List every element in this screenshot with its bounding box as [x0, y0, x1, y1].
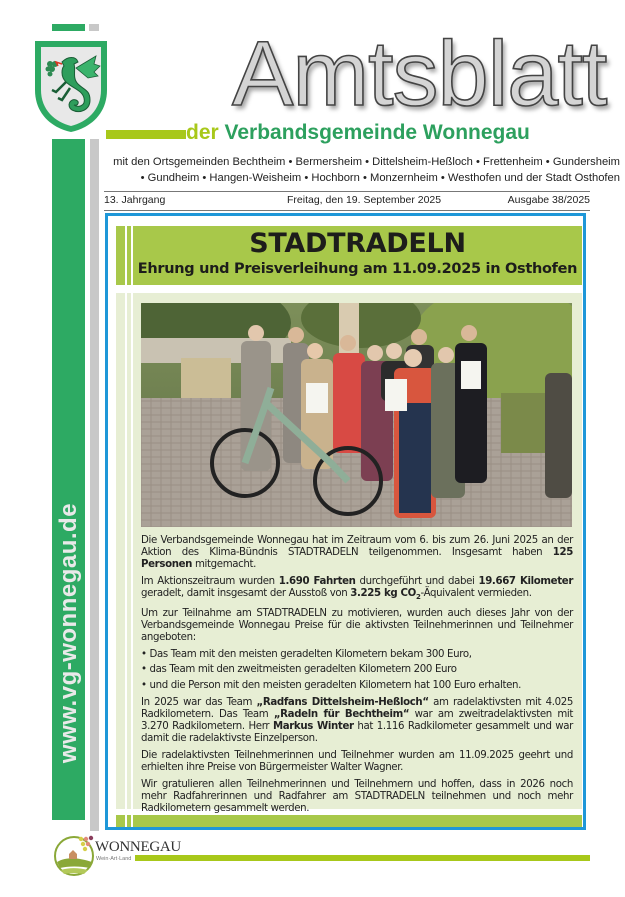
- gray-sidebar-column: [90, 139, 99, 831]
- footer-stripe: [127, 815, 131, 827]
- kilometers-count: 19.667 Kilometer: [478, 576, 573, 588]
- paragraph-winners: In 2025 war das Team „Radfans Dittelsheim-Heßloch“ am radelaktivsten mit 4.025 Radkilometern. Das Team „Radeln für Bechtheim“ war am zweitradelaktivsten mit 3.270 Radkilometern. Herr Markus Winter hat 1.116 Radkilometer gesammelt und war damit die radelaktivste Einzelperson.: [141, 696, 574, 745]
- article-headline: STADTRADELN: [249, 228, 466, 259]
- content-stripe: [127, 293, 131, 809]
- coat-of-arms-dragon-icon: [32, 38, 110, 134]
- footer-brand-name: WONNEGAU: [95, 839, 181, 855]
- header-stripe: [116, 226, 125, 285]
- issue-date: Freitag, den 19. September 2025: [287, 194, 442, 206]
- subtitle-prefix: der: [186, 121, 219, 144]
- divider-top: [104, 191, 590, 192]
- website-url-text[interactable]: www.vg-wonnegau.de: [54, 502, 82, 763]
- municipalities-line-2: • Gundheim • Hangen-Weisheim • Hochborn • Monzernheim • Westhofen und der Stadt Osthofen: [140, 172, 620, 184]
- prize-list-item: • Das Team mit den meisten geradelten Kilometern bekam 300 Euro,: [141, 649, 472, 661]
- content-stripe: [116, 293, 125, 809]
- subtitle-organization: Verbandsgemeinde Wonnegau: [224, 121, 530, 144]
- issue-volume: 13. Jahrgang: [104, 194, 166, 206]
- gray-accent-bar-top: [89, 24, 99, 31]
- website-url-vertical[interactable]: [52, 495, 85, 770]
- issue-edition: Ausgabe 38/2025: [507, 194, 590, 206]
- prize-list-item: • und die Person mit den meisten geradelten Kilometern hat 100 Euro erhalten.: [141, 679, 522, 691]
- paragraph-prizes: Um zur Teilnahme am STADTRADELN zu motivieren, wurden auch dieses Jahr von der Verbandsgemeinde Wonnegau Preise für die aktivsten Teilnehmerinnen und Teilnehmer angeboten:: [141, 608, 573, 644]
- footer-lime-bar: [135, 855, 590, 861]
- paragraph-statistics: Im Aktionszeitraum wurden 1.690 Fahrten durchgeführt und dabei 19.667 Kilometer geradelt, damit insgesamt der Ausstoß von 3.225 kg $CO_2$-Äquivalent vermieden.: [141, 576, 573, 602]
- lime-accent-bar: [106, 130, 186, 139]
- article-body: [141, 535, 573, 820]
- trips-count: 1.690 Fahrten: [278, 576, 356, 588]
- top-individual: Markus Winter: [272, 721, 354, 733]
- footer-tagline: Wein·Art·Land: [96, 856, 132, 862]
- header-stripe: [127, 226, 131, 285]
- paragraph-ceremony: Die radelaktivsten Teilnehmerinnen und Teilnehmer wurden am 11.09.2025 geehrt und erhielten ihre Preise von Bürgermeister Walter Wagner.: [141, 750, 573, 774]
- masthead-subtitle: [186, 121, 530, 145]
- article-subheadline: Ehrung und Preisverleihung am 11.09.2025 in Osthofen: [137, 261, 578, 277]
- municipalities-line-1: mit den Ortsgemeinden Bechtheim • Bermersheim • Dittelsheim-Heßloch • Frettenheim • Gundersheim: [113, 156, 620, 168]
- paragraph-intro: Die Verbandsgemeinde Wonnegau hat im Zeitraum vom 6. bis zum 26. Juni 2025 an der Aktion des Klima-Bündnis STADTRADELN teilgenommen. Insgesamt haben 125 Personen mitgemacht.: [141, 535, 573, 571]
- municipalities-list: [106, 154, 620, 186]
- green-accent-bar-top: [52, 24, 85, 31]
- prize-list-item: • das Team mit den zweitmeisten geradelten Kilometern 200 Euro: [141, 664, 457, 676]
- divider-bottom: [104, 210, 590, 211]
- masthead-title: Amtsblatt: [232, 23, 607, 125]
- footer-stripe: [116, 815, 125, 827]
- co2-saved: 3.225 kg CO: [350, 588, 416, 600]
- second-team: „Radeln für Bechtheim“: [273, 708, 410, 720]
- winning-team: „Radfans Dittelsheim-Heßloch“: [256, 696, 429, 708]
- group-photo: [141, 303, 572, 527]
- participants-count: 125 Personen: [141, 547, 573, 571]
- paragraph-closing: Wir gratulieren allen Teilnehmerinnen und Teilnehmern und hoffen, dass in 2026 noch mehr Radfahrerinnen und Radfahrer am STADTRADELN teilnehmen und noch mehr Radkilometern gesammelt werden.: [141, 778, 573, 815]
